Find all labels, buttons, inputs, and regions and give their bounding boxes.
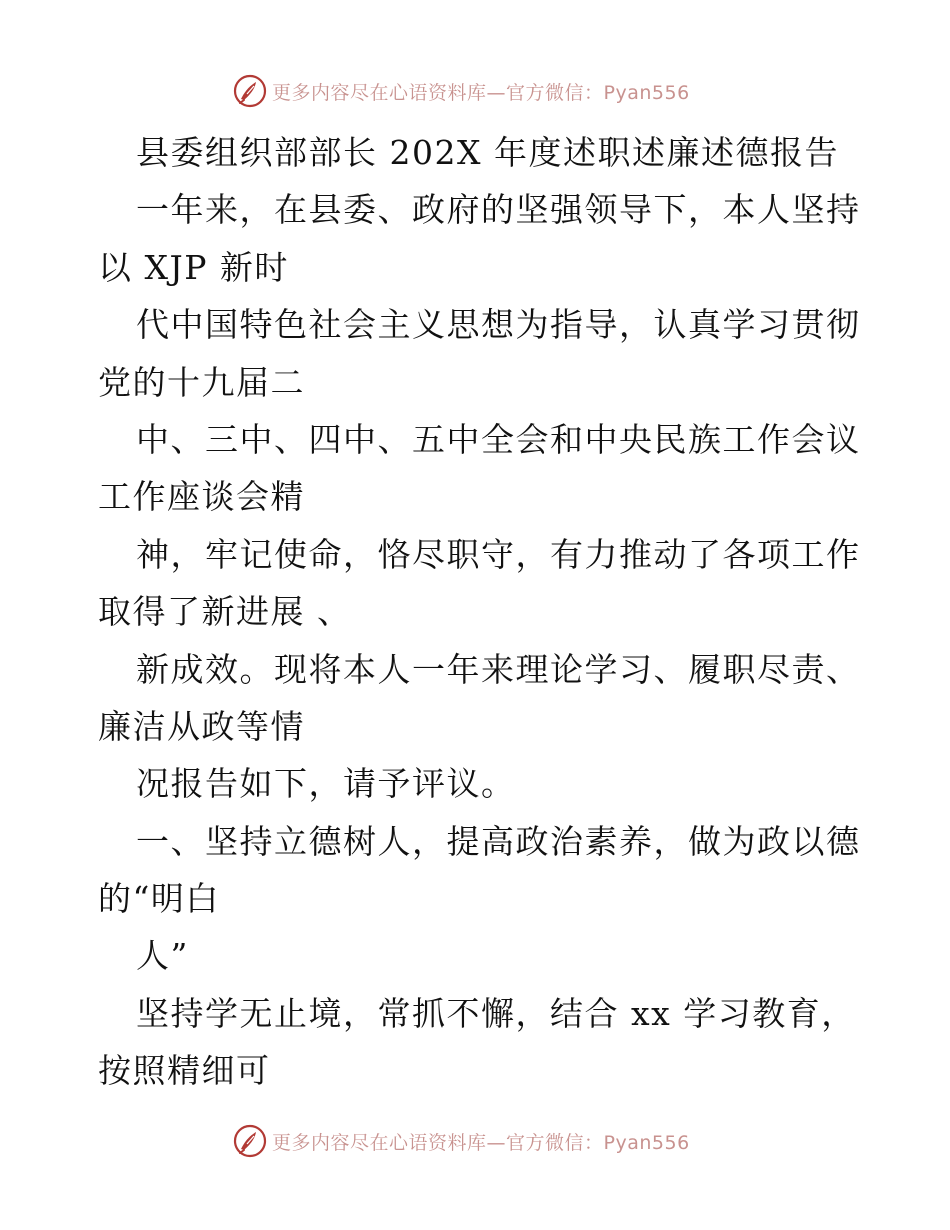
document-body bbox=[98, 124, 861, 1100]
section-heading-continuation: 人” bbox=[136, 936, 189, 976]
watermark-banner-bottom bbox=[232, 1122, 690, 1160]
paragraph-line: 神，牢记使命，恪尽职守，有力推动了各项工作 bbox=[136, 534, 861, 574]
watermark-banner-top bbox=[232, 72, 690, 110]
paragraph-line: 坚持学无止境，常抓不懈，结合 xx 学习教育， bbox=[136, 993, 856, 1033]
paragraph-line: 以 XJP 新时 bbox=[98, 247, 289, 287]
watermark-text: 更多内容尽在心语资料库—官方微信：Pyan556 bbox=[272, 1131, 690, 1154]
paragraph-line: 新成效。现将本人一年来理论学习、履职尽责、 bbox=[136, 649, 861, 689]
paragraph-line: 按照精细可 bbox=[98, 1051, 271, 1091]
fountain-pen-nib-icon bbox=[232, 73, 268, 109]
watermark-text: 更多内容尽在心语资料库—官方微信：Pyan556 bbox=[272, 81, 690, 104]
document-title: 县委组织部部长 202X 年度述职述廉述德报告 bbox=[136, 133, 839, 172]
section-heading-continuation: 的“明白 bbox=[98, 879, 220, 919]
paragraph-line: 取得了新进展 、 bbox=[98, 592, 352, 632]
paragraph-line: 党的十九届二 bbox=[98, 362, 305, 402]
fountain-pen-nib-icon bbox=[232, 1123, 268, 1159]
paragraph-line: 代中国特色社会主义思想为指导，认真学习贯彻 bbox=[136, 305, 861, 345]
paragraph-line: 一年来，在县委、政府的坚强领导下，本人坚持 bbox=[136, 190, 861, 230]
paragraph-line: 中、三中、四中、五中全会和中央民族工作会议 bbox=[136, 419, 861, 459]
paragraph-line: 廉洁从政等情 bbox=[98, 706, 305, 746]
paragraph-line: 况报告如下，请予评议。 bbox=[136, 764, 516, 804]
section-heading: 一、坚持立德树人，提高政治素养，做为政以德 bbox=[136, 821, 861, 861]
paragraph-line: 工作座谈会精 bbox=[98, 477, 305, 517]
